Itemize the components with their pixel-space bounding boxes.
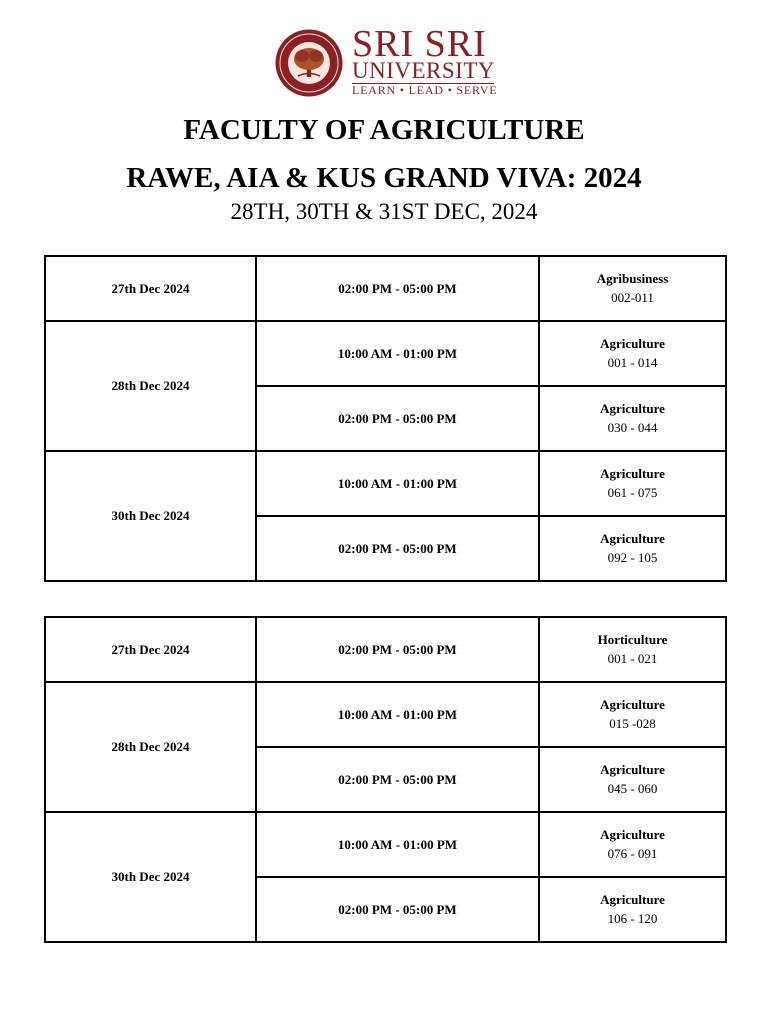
dept-label: Agriculture — [600, 697, 665, 712]
brand-tagline: LEARN • LEAD • SERVE — [352, 83, 498, 97]
table-row — [45, 617, 726, 682]
group-cell — [539, 812, 726, 877]
dept-label: Horticulture — [597, 632, 668, 647]
table-row — [45, 451, 726, 516]
date-cell: 30th Dec 2024 — [45, 451, 256, 581]
roll-range: 045 - 060 — [607, 781, 658, 796]
time-cell: 02:00 PM - 05:00 PM — [256, 516, 539, 581]
date-cell: 30th Dec 2024 — [45, 812, 256, 942]
schedule-table-1 — [44, 255, 727, 582]
dept-label: Agriculture — [600, 827, 665, 842]
dept-label: Agriculture — [600, 892, 665, 907]
schedule-table-2 — [44, 616, 727, 943]
group-cell — [539, 617, 726, 682]
date-cell: 28th Dec 2024 — [45, 682, 256, 812]
group-cell — [539, 451, 726, 516]
time-cell: 10:00 AM - 01:00 PM — [256, 812, 539, 877]
roll-range: 002-011 — [611, 290, 654, 305]
dept-label: Agriculture — [600, 401, 665, 416]
date-cell: 28th Dec 2024 — [45, 321, 256, 451]
university-logo — [274, 23, 498, 100]
dept-label: Agribusiness — [596, 271, 669, 286]
group-cell — [539, 682, 726, 747]
table-row — [45, 682, 726, 747]
time-cell: 02:00 PM - 05:00 PM — [256, 747, 539, 812]
viva-dates: 28TH, 30TH & 31ST DEC, 2024 — [230, 199, 538, 224]
roll-range: 106 - 120 — [607, 911, 658, 926]
group-cell — [539, 516, 726, 581]
brand-line-1: SRI SRI — [352, 23, 487, 65]
faculty-title: FACULTY OF AGRICULTURE — [183, 114, 585, 146]
time-cell: 02:00 PM - 05:00 PM — [256, 877, 539, 942]
brand-wordmark — [352, 23, 498, 100]
date-cell: 27th Dec 2024 — [45, 617, 256, 682]
dept-label: Agriculture — [600, 336, 665, 351]
roll-range: 015 -028 — [609, 716, 656, 731]
group-cell — [539, 386, 726, 451]
group-cell — [539, 877, 726, 942]
dept-label: Agriculture — [600, 531, 665, 546]
time-cell: 02:00 PM - 05:00 PM — [256, 256, 539, 321]
group-cell — [539, 747, 726, 812]
dept-label: Agriculture — [600, 762, 665, 777]
roll-range: 030 - 044 — [607, 420, 658, 435]
date-cell: 27th Dec 2024 — [45, 256, 256, 321]
university-seal-icon — [274, 28, 344, 98]
time-cell: 02:00 PM - 05:00 PM — [256, 386, 539, 451]
time-cell: 10:00 AM - 01:00 PM — [256, 451, 539, 516]
roll-range: 001 - 014 — [607, 355, 658, 370]
roll-range: 001 - 021 — [607, 651, 658, 666]
group-cell — [539, 256, 726, 321]
dept-label: Agriculture — [600, 466, 665, 481]
table-row — [45, 321, 726, 386]
brand-line-2: UNIVERSITY — [352, 58, 495, 83]
roll-range: 076 - 091 — [607, 846, 658, 861]
time-cell: 02:00 PM - 05:00 PM — [256, 617, 539, 682]
time-cell: 10:00 AM - 01:00 PM — [256, 682, 539, 747]
roll-range: 061 - 075 — [607, 485, 658, 500]
viva-title: RAWE, AIA & KUS GRAND VIVA: 2024 — [126, 162, 642, 194]
time-cell: 10:00 AM - 01:00 PM — [256, 321, 539, 386]
group-cell — [539, 321, 726, 386]
roll-range: 092 - 105 — [607, 550, 658, 565]
table-row — [45, 256, 726, 321]
table-row — [45, 812, 726, 877]
